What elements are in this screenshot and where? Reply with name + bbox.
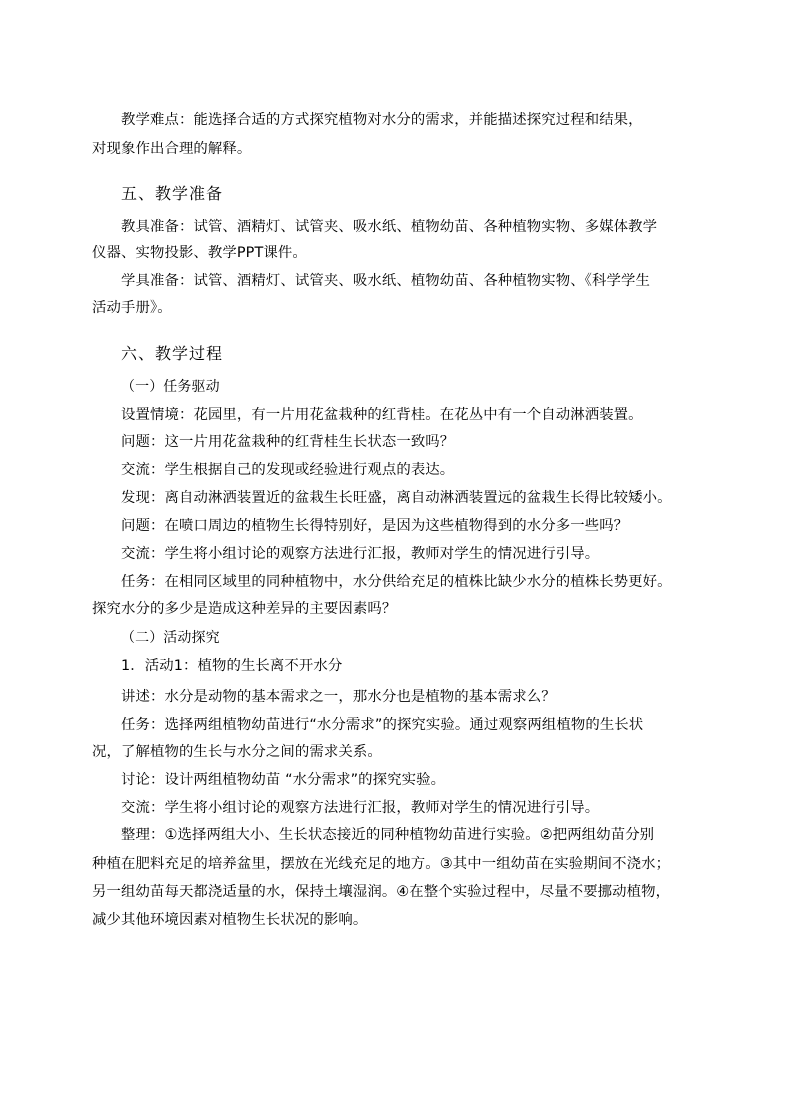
- section-5-heading: 五、教学准备: [121, 184, 224, 203]
- part-2-line: 交流：学生将小组讨论的观察方法进行汇报，教师对学生的情况进行引导。: [121, 800, 600, 816]
- part-1-line: 交流：学生根据自己的发现或经验进行观点的表达。: [121, 462, 455, 478]
- part-2-line: 任务：选择两组植物幼苗进行“水分需求”的探究实验。通过观察两组植物的生长状: [121, 717, 644, 733]
- part-2-line: 整理：①选择两组大小、生长状态接近的同种植物幼苗进行实验。②把两组幼苗分别: [121, 827, 655, 843]
- part-2-line: 另一组幼苗每天都浇适量的水，保持土壤湿润。④在整个实验过程中，尽量不要挪动植物，: [92, 884, 671, 900]
- part-2-title: （二）活动探究: [121, 630, 220, 646]
- part-1-line: 任务：在相同区域里的同种植物中，水分供给充足的植株比缺少水分的植株长势更好。: [121, 574, 672, 590]
- part-2-line: 讨论：设计两组植物幼苗 “水分需求”的探究实验。: [121, 772, 446, 788]
- difficulty-line-2: 对现象作出合理的解释。: [92, 141, 252, 157]
- part-2-line: 种植在肥料充足的培养盆里，摆放在光线充足的地方。③其中一组幼苗在实验期间不浇水；: [92, 856, 671, 872]
- teacher-prep-line-1: 教具准备：试管、酒精灯、试管夹、吸水纸、植物幼苗、各种植物实物、多媒体教学: [121, 219, 658, 235]
- part-2-line: 讲述：水分是动物的基本需求之一，那水分也是植物的基本需求么？: [121, 689, 556, 705]
- student-prep-line-1: 学具准备：试管、酒精灯、试管夹、吸水纸、植物幼苗、各种植物实物、《科学学生: [121, 273, 650, 289]
- student-prep-line-2: 活动手册》。: [92, 300, 172, 316]
- part-1-line: 设置情境：花园里，有一片用花盆栽种的红背桂。在花丛中有一个自动淋洒装置。: [121, 407, 643, 423]
- part-1-title: （一）任务驱动: [121, 379, 220, 395]
- difficulty-line-1: 教学难点：能选择合适的方式探究植物对水分的需求，并能描述探究过程和结果，: [121, 112, 643, 128]
- part-1-line: 问题：在喷口周边的植物生长得特别好，是因为这些植物得到的水分多一些吗？: [121, 518, 629, 534]
- section-6-heading: 六、教学过程: [121, 344, 224, 363]
- part-2-line: 况，了解植物的生长与水分之间的需求关系。: [92, 744, 382, 760]
- part-1-line: 问题：这一片用花盆栽种的红背桂生长状态一致吗？: [121, 434, 455, 450]
- activity-1-title: 1．活动1：植物的生长离不开水分: [121, 658, 343, 674]
- part-1-line: 探究水分的多少是造成这种差异的主要因素吗？: [92, 601, 397, 617]
- teacher-prep-line-2: 仪器、实物投影、教学PPT课件。: [92, 245, 307, 261]
- part-2-line: 减少其他环境因素对植物生长状况的影响。: [92, 912, 368, 928]
- part-1-line: 交流：学生将小组讨论的观察方法进行汇报，教师对学生的情况进行引导。: [121, 546, 600, 562]
- part-1-line: 发现：离自动淋洒装置近的盆栽生长旺盛，离自动淋洒装置远的盆栽生长得比较矮小。: [121, 490, 672, 506]
